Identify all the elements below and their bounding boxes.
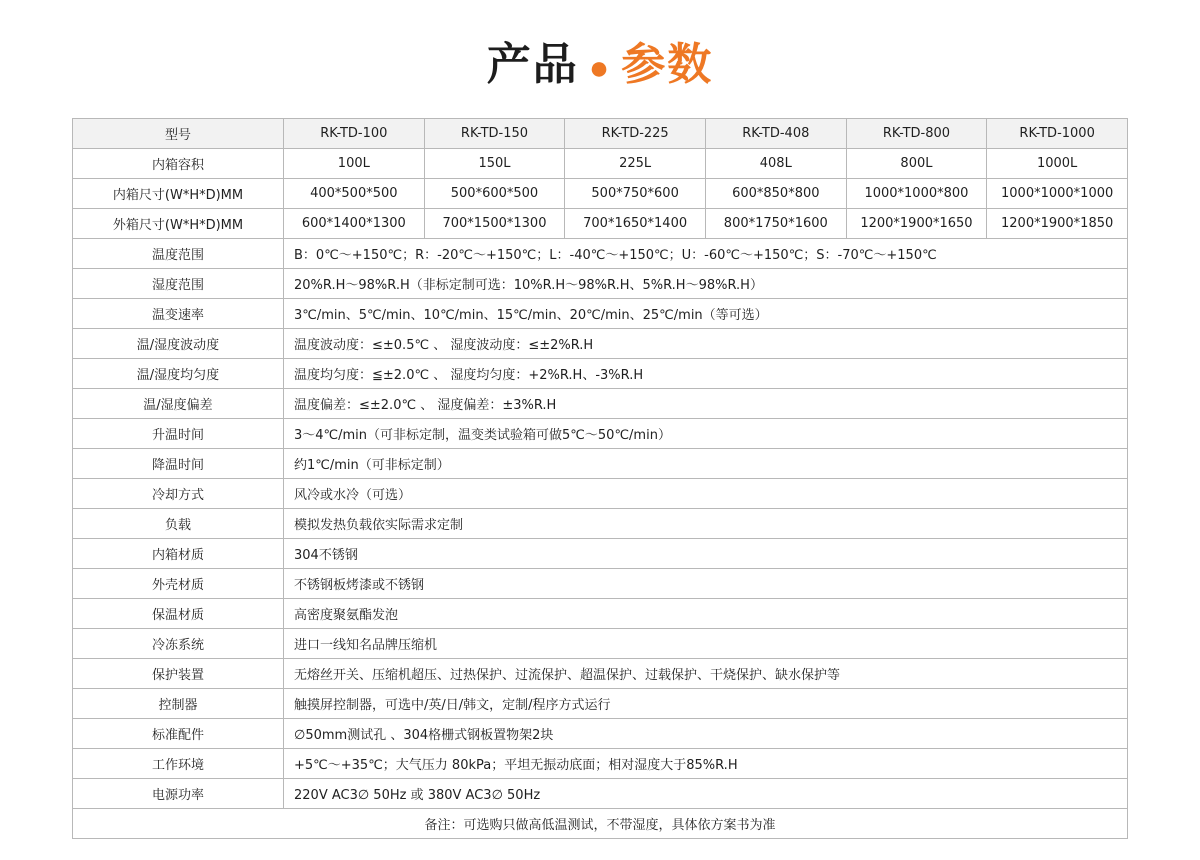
table-cell: 1200*1900*1850: [987, 209, 1128, 239]
table-cell: 700*1500*1300: [424, 209, 565, 239]
table-cell-value: 风冷或水冷（可选）: [284, 479, 1128, 509]
row-label: 温/湿度波动度: [73, 329, 284, 359]
table-cell-value: 不锈钢板烤漆或不锈钢: [284, 569, 1128, 599]
table-cell: 800L: [846, 149, 987, 179]
table-cell: 700*1650*1400: [565, 209, 706, 239]
table-row: [73, 329, 1128, 359]
row-label: 降温时间: [73, 449, 284, 479]
page-title: [0, 0, 1200, 92]
row-label: 控制器: [73, 689, 284, 719]
table-cell: 150L: [424, 149, 565, 179]
table-row: [73, 719, 1128, 749]
page-title-part2: 参数: [621, 40, 714, 89]
table-cell-value: 温度均匀度：≦±2.0℃ 、 湿度均匀度：+2%R.H、-3%R.H: [284, 359, 1128, 389]
page-title-part1: 产品: [486, 40, 579, 89]
table-row: [73, 269, 1128, 299]
table-row: [73, 209, 1128, 239]
row-label: 冷却方式: [73, 479, 284, 509]
row-label: 冷冻系统: [73, 629, 284, 659]
header-cell-model-6: RK-TD-1000: [987, 119, 1128, 149]
table-row: [73, 569, 1128, 599]
table-cell-value: 温度波动度：≤±0.5℃ 、 湿度波动度：≤±2%R.H: [284, 329, 1128, 359]
table-header-row: [73, 119, 1128, 149]
table-cell: 1000L: [987, 149, 1128, 179]
row-label: 温/湿度均匀度: [73, 359, 284, 389]
spec-table: [72, 118, 1128, 839]
table-cell: 500*750*600: [565, 179, 706, 209]
table-cell: 100L: [284, 149, 425, 179]
table-cell-value: 无熔丝开关、压缩机超压、过热保护、过流保护、超温保护、过载保护、干烧保护、缺水保护等: [284, 659, 1128, 689]
table-cell-value: 约1℃/min（可非标定制）: [284, 449, 1128, 479]
table-cell-value: 进口一线知名品牌压缩机: [284, 629, 1128, 659]
table-cell: 1200*1900*1650: [846, 209, 987, 239]
header-cell-model-3: RK-TD-225: [565, 119, 706, 149]
table-cell: 500*600*500: [424, 179, 565, 209]
row-label: 保护装置: [73, 659, 284, 689]
table-row: [73, 779, 1128, 809]
row-label: 电源功率: [73, 779, 284, 809]
title-dot-icon: ●: [588, 49, 612, 87]
table-cell-value: 304不锈钢: [284, 539, 1128, 569]
table-cell-value: 触摸屏控制器，可选中/英/日/韩文，定制/程序方式运行: [284, 689, 1128, 719]
row-label: 内箱容积: [73, 149, 284, 179]
table-cell-value: B：0℃～+150℃；R：-20℃～+150℃；L：-40℃～+150℃；U：-60℃～+150℃；S：-70℃～+150℃: [284, 239, 1128, 269]
row-label: 湿度范围: [73, 269, 284, 299]
table-cell-value: 模拟发热负载依实际需求定制: [284, 509, 1128, 539]
table-cell: 400*500*500: [284, 179, 425, 209]
spec-table-body: [73, 119, 1128, 839]
table-cell-value: 温度偏差：≤±2.0℃ 、 湿度偏差：±3%R.H: [284, 389, 1128, 419]
table-row: [73, 479, 1128, 509]
row-label: 内箱材质: [73, 539, 284, 569]
header-cell-model-2: RK-TD-150: [424, 119, 565, 149]
table-cell: 600*850*800: [705, 179, 846, 209]
table-cell-value: 高密度聚氨酯发泡: [284, 599, 1128, 629]
row-label: 温/湿度偏差: [73, 389, 284, 419]
table-cell: 1000*1000*800: [846, 179, 987, 209]
row-label: 升温时间: [73, 419, 284, 449]
table-row: [73, 509, 1128, 539]
table-cell-value: 20%R.H～98%R.H（非标定制可选：10%R.H～98%R.H、5%R.H～98%R.H）: [284, 269, 1128, 299]
table-row: [73, 389, 1128, 419]
footnote-text: 备注：可选购只做高低温测试，不带湿度，具体依方案书为准: [73, 809, 1128, 839]
table-row: [73, 359, 1128, 389]
table-cell-value: ∅50mm测试孔 、304格栅式钢板置物架2块: [284, 719, 1128, 749]
table-row: [73, 449, 1128, 479]
row-label: 工作环境: [73, 749, 284, 779]
table-row: [73, 179, 1128, 209]
header-cell-model-1: RK-TD-100: [284, 119, 425, 149]
table-cell: 800*1750*1600: [705, 209, 846, 239]
row-label: 温度范围: [73, 239, 284, 269]
table-cell-value: 220V AC3∅ 50Hz 或 380V AC3∅ 50Hz: [284, 779, 1128, 809]
table-cell-value: 3℃/min、5℃/min、10℃/min、15℃/min、20℃/min、25℃/min（等可选）: [284, 299, 1128, 329]
table-row: [73, 539, 1128, 569]
table-row: [73, 419, 1128, 449]
row-label: 内箱尺寸(W*H*D)MM: [73, 179, 284, 209]
table-row: [73, 689, 1128, 719]
table-cell: 225L: [565, 149, 706, 179]
table-row: [73, 299, 1128, 329]
table-row: [73, 629, 1128, 659]
table-cell: 600*1400*1300: [284, 209, 425, 239]
table-row: [73, 599, 1128, 629]
table-cell-value: 3～4℃/min（可非标定制，温变类试验箱可做5℃～50℃/min）: [284, 419, 1128, 449]
table-row: [73, 239, 1128, 269]
table-row: [73, 149, 1128, 179]
row-label: 标准配件: [73, 719, 284, 749]
row-label: 负载: [73, 509, 284, 539]
header-cell-model-4: RK-TD-408: [705, 119, 846, 149]
row-label: 外箱尺寸(W*H*D)MM: [73, 209, 284, 239]
table-row: [73, 749, 1128, 779]
table-cell: 1000*1000*1000: [987, 179, 1128, 209]
row-label: 温变速率: [73, 299, 284, 329]
row-label: 保温材质: [73, 599, 284, 629]
table-cell-value: +5℃～+35℃；大气压力 80kPa；平坦无振动底面；相对湿度大于85%R.H: [284, 749, 1128, 779]
table-row: [73, 659, 1128, 689]
header-cell-model-label: 型号: [73, 119, 284, 149]
row-label: 外壳材质: [73, 569, 284, 599]
header-cell-model-5: RK-TD-800: [846, 119, 987, 149]
table-cell: 408L: [705, 149, 846, 179]
table-footnote-row: [73, 809, 1128, 839]
spec-table-wrapper: [72, 118, 1128, 839]
